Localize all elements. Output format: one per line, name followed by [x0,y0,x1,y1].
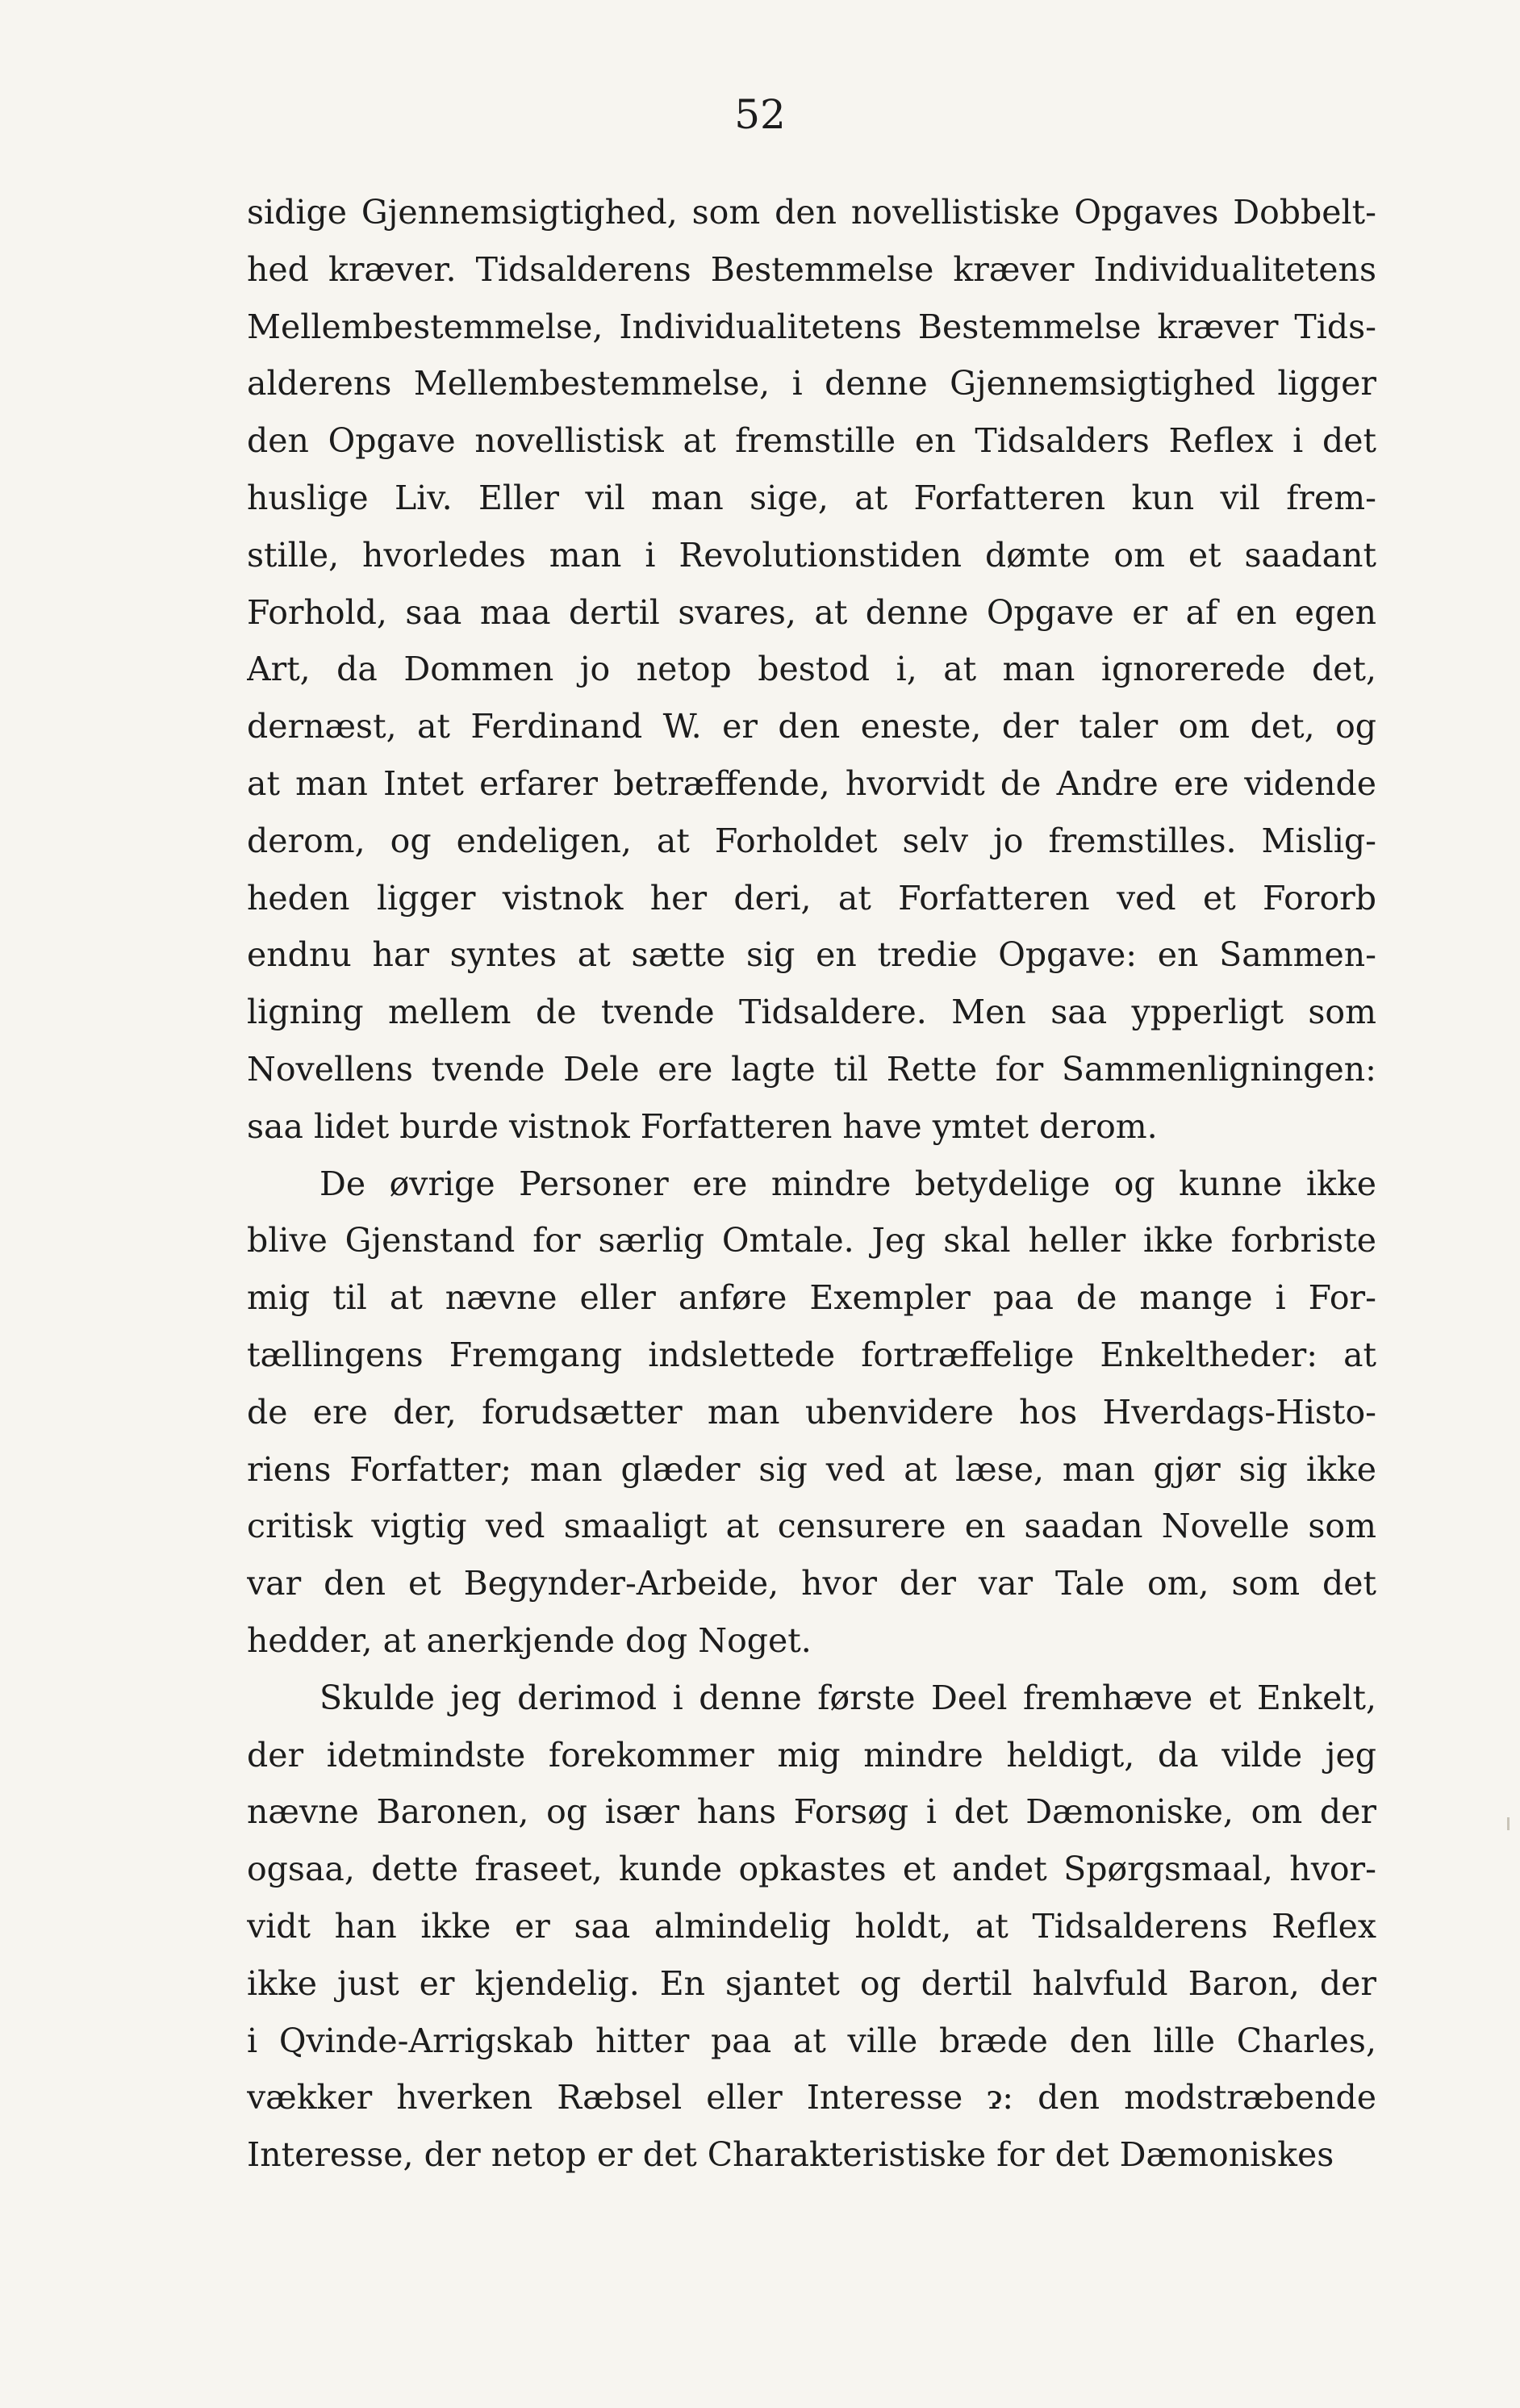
text-line: sidige Gjennemsigtighed, som den novellistiske Opgaves Dobbelt- [247,193,1376,232]
text-line: Art, da Dommen jo netop bestod i, at man ignorerede det, [247,650,1376,689]
text-line: De øvrige Personer ere mindre betydelige og kunne ikke [319,1164,1376,1203]
text-line: ogsaa, dette fraseet, kunde opkastes et andet Spørgsmaal, hvor- [247,1850,1376,1889]
text-line: de ere der, forudsætter man ubenvidere hos Hverdags-Histo- [247,1392,1376,1432]
text-line: i Qvinde-Arrigskab hitter paa at ville bræde den lille Charles, [247,2021,1376,2060]
text-line: blive Gjenstand for særlig Omtale. Jeg skal heller ikke forbriste [247,1221,1376,1260]
text-line: Forhold, saa maa dertil svares, at denne Opgave er af en egen [247,592,1376,632]
text-line: tællingens Fremgang indslettede fortræffelige Enkeltheder: at [247,1335,1376,1374]
text-line: Interesse, der netop er det Charakteristiske for det Dæmoniskes [247,2135,1334,2175]
text-line: nævne Baronen, og især hans Forsøg i det Dæmoniske, om der [247,1792,1376,1832]
text-line: ikke just er kjendelig. En sjantet og dertil halvfuld Baron, der [247,1963,1376,2003]
text-line: endnu har syntes at sætte sig en tredie Opgave: en Sammen- [247,935,1376,975]
paragraph [247,1156,1376,1670]
text-line: Skulde jeg derimod i denne første Deel fremhæve et Enkelt, [319,1678,1376,1717]
text-line: hedder, at anerkjende dog Noget. [247,1620,812,1660]
text-line: mig til at nævne eller anføre Exempler paa de mange i For- [247,1278,1376,1318]
text-line: critisk vigtig ved smaaligt at censurere en saadan Novelle som [247,1507,1376,1546]
text-line: vækker hverken Ræbsel eller Interesse ɂ: den modstræbende [247,2078,1376,2117]
paragraph [247,184,1376,1156]
text-line: ligning mellem de tvende Tidsaldere. Men saa ypperligt som [247,993,1376,1032]
text-block [247,184,1376,2184]
text-line: hed kræver. Tidsalderens Bestemmelse kræver Individualitetens [247,249,1376,289]
text-line: den Opgave novellistisk at fremstille en Tidsalders Reflex i det [247,421,1376,461]
text-line: huslige Liv. Eller vil man sige, at Forfatteren kun vil frem- [247,478,1376,517]
text-line: dernæst, at Ferdinand W. er den eneste, der taler om det, og [247,707,1376,746]
text-line: heden ligger vistnok her deri, at Forfatteren ved et Fororb [247,878,1376,918]
text-line: stille, hvorledes man i Revolutionstiden dømte om et saadant [247,535,1376,575]
text-line: at man Intet erfarer betræffende, hvorvidt de Andre ere vidende [247,763,1376,803]
text-line: vidt han ikke er saa almindelig holdt, at Tidsalderens Reflex [247,1906,1376,1946]
text-line: derom, og endeligen, at Forholdet selv jo fremstilles. Mislig- [247,821,1376,860]
edge-mark [1507,1817,1510,1830]
paragraph [247,1670,1376,2184]
text-line: saa lidet burde vistnok Forfatteren have ymtet derom. [247,1106,1158,1146]
text-line: Mellembestemmelse, Individualitetens Bestemmelse kræver Tids- [247,307,1376,346]
text-line: alderens Mellembestemmelse, i denne Gjennemsigtighed ligger [247,364,1376,403]
page-number: 52 [734,91,786,138]
text-line: Novellens tvende Dele ere lagte til Rette for Sammenligningen: [247,1049,1376,1089]
text-line: var den et Begynder-Arbeide, hvor der var Tale om, som det [247,1564,1376,1603]
text-line: riens Forfatter; man glæder sig ved at læse, man gjør sig ikke [247,1449,1376,1489]
text-line: der idetmindste forekommer mig mindre heldigt, da vilde jeg [247,1735,1376,1775]
